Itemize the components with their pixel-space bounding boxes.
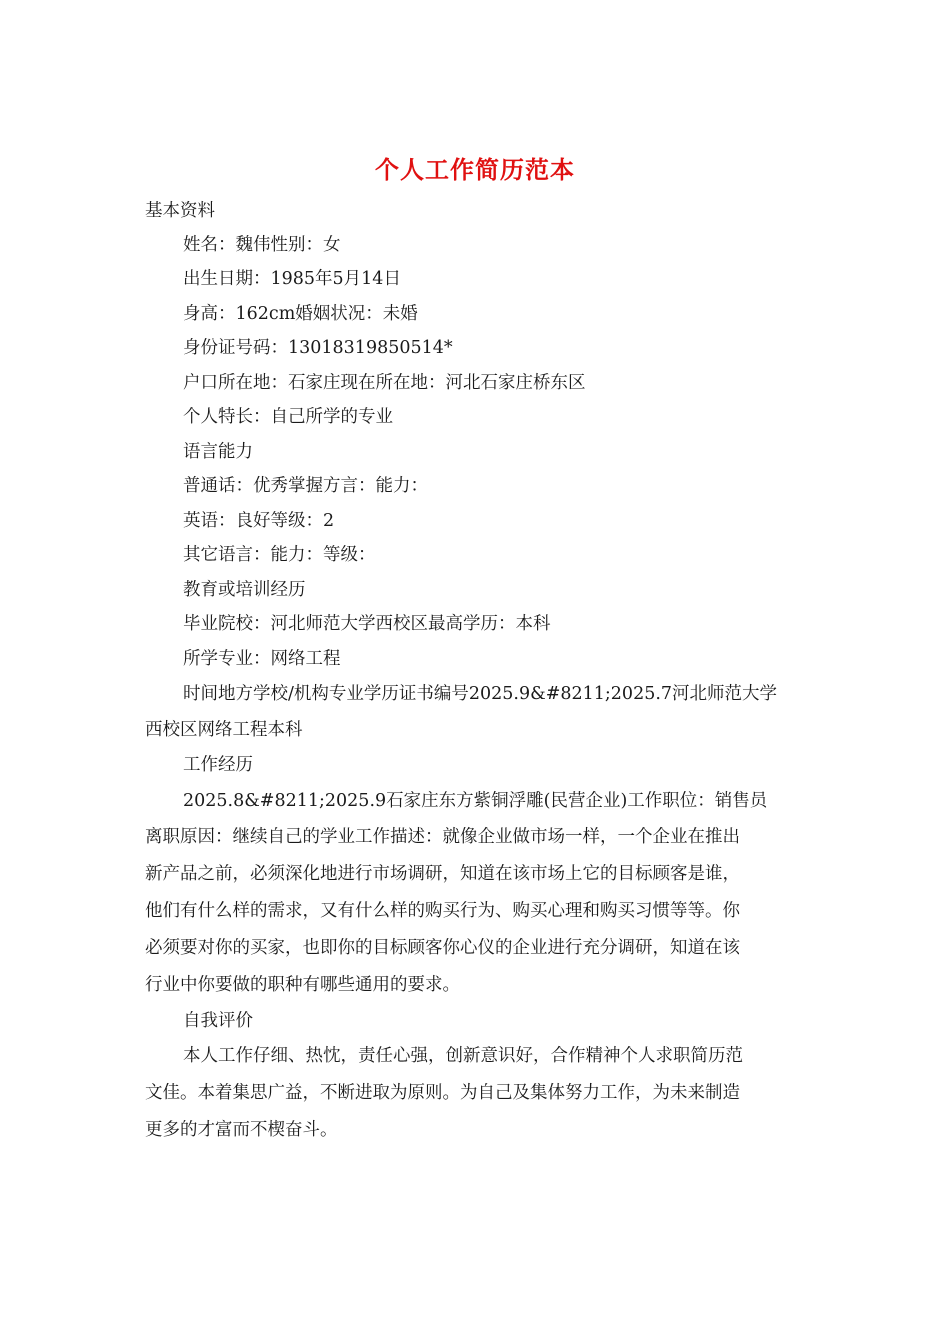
- specialty-line: 个人特长：自己所学的专业: [183, 407, 393, 427]
- section-heading-self: 自我评价: [183, 1011, 253, 1031]
- self-paragraph-line: 文佳。本着集思广益，不断进取为原则。为自己及集体努力工作，为未来制造: [145, 1083, 740, 1103]
- page-title: 个人工作简历范本: [375, 155, 575, 184]
- section-heading-basic: 基本资料: [145, 201, 215, 221]
- work-paragraph-line: 必须要对你的买家，也即你的目标顾客你心仪的企业进行充分调研，知道在该: [145, 938, 740, 958]
- education-row-line: 西校区网络工程本科: [145, 720, 303, 740]
- education-row-line: 时间地方学校/机构专业学历证书编号2025.9&#8211;2025.7河北师范大学: [183, 684, 778, 704]
- english-line: 英语：良好等级：2: [183, 511, 335, 531]
- work-paragraph-line: 新产品之前，必须深化地进行市场调研，知道在该市场上它的目标顾客是谁，: [145, 864, 740, 884]
- height-marriage-line: 身高：162cm婚姻状况：未婚: [183, 304, 418, 324]
- birth-line: 出生日期：1985年5月14日: [183, 269, 401, 289]
- self-paragraph-line: 本人工作仔细、热忱，责任心强，创新意识好，合作精神个人求职简历范: [183, 1046, 743, 1066]
- work-paragraph-line: 他们有什么样的需求，又有什么样的购买行为、购买心理和购买习惯等等。你: [145, 901, 740, 921]
- section-heading-language: 语言能力: [183, 442, 253, 462]
- self-paragraph-line: 更多的才富而不楔奋斗。: [145, 1120, 338, 1140]
- section-heading-work: 工作经历: [183, 755, 253, 775]
- other-language-line: 其它语言：能力：等级：: [183, 545, 376, 565]
- school-line: 毕业院校：河北师范大学西校区最高学历：本科: [183, 614, 551, 634]
- id-number-line: 身份证号码：13018319850514*: [183, 338, 453, 358]
- work-paragraph-line: 离职原因：继续自己的学业工作描述：就像企业做市场一样，一个企业在推出: [145, 827, 740, 847]
- mandarin-line: 普通话：优秀掌握方言：能力：: [183, 476, 428, 496]
- major-line: 所学专业：网络工程: [183, 649, 341, 669]
- work-paragraph-line: 2025.8&#8211;2025.9石家庄东方紫铜浮雕(民营企业)工作职位：销售员: [183, 791, 768, 811]
- residence-line: 户口所在地：石家庄现在所在地：河北石家庄桥东区: [183, 373, 586, 393]
- work-paragraph-line: 行业中你要做的职种有哪些通用的要求。: [145, 975, 460, 995]
- section-heading-education: 教育或培训经历: [183, 580, 306, 600]
- name-gender-line: 姓名：魏伟性别：女: [183, 235, 341, 255]
